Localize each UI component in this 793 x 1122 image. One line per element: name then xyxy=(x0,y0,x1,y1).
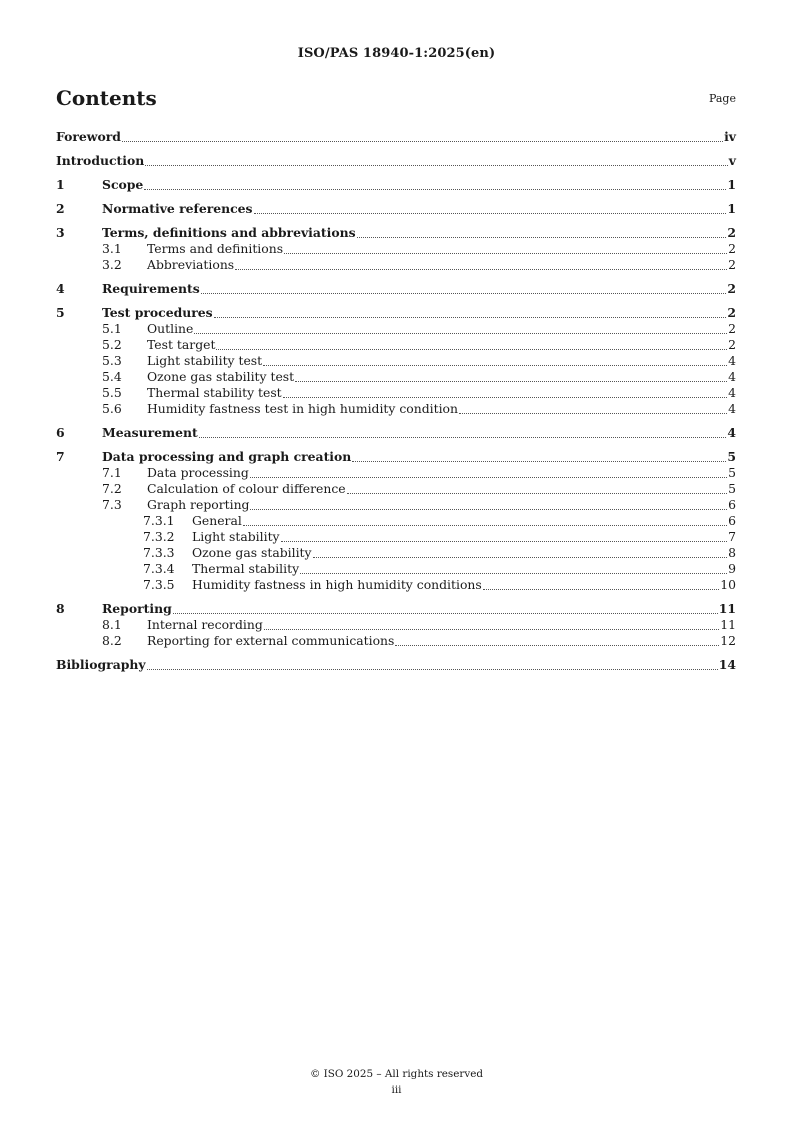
toc-entry-page: 7 xyxy=(728,529,736,544)
toc-entry[interactable] xyxy=(56,497,736,513)
dot-leader xyxy=(313,557,728,558)
toc-entry-title: Terms, definitions and abbreviations xyxy=(102,225,356,240)
dot-leader xyxy=(250,477,727,478)
dot-leader xyxy=(459,413,727,414)
toc-entry[interactable] xyxy=(56,225,736,241)
dot-leader xyxy=(357,237,727,238)
toc-entry-number: 7.3.3 xyxy=(143,545,175,560)
toc-entry-title: Requirements xyxy=(102,281,200,296)
dot-leader xyxy=(284,253,727,254)
dot-leader xyxy=(144,189,726,190)
toc-entry-page: 10 xyxy=(720,577,736,592)
dot-leader xyxy=(254,213,727,214)
toc-entry-title: Foreword xyxy=(56,129,121,144)
toc-entry-page: 4 xyxy=(728,369,736,384)
toc-entry[interactable] xyxy=(56,513,736,529)
toc-entry-title: Humidity fastness in high humidity conditions xyxy=(192,577,482,592)
toc-entry-page: 1 xyxy=(727,177,736,192)
toc-entry-number: 3 xyxy=(56,225,65,240)
toc-entry[interactable] xyxy=(56,465,736,481)
toc-entry-page: 9 xyxy=(728,561,736,576)
toc-entry-page: 2 xyxy=(728,257,736,272)
toc-entry-page: 11 xyxy=(720,617,736,632)
toc-entry-page: 12 xyxy=(720,633,736,648)
toc-entry[interactable] xyxy=(56,353,736,369)
toc-entry[interactable] xyxy=(56,281,736,297)
dot-leader xyxy=(243,525,727,526)
toc-entry-number: 5.5 xyxy=(102,385,122,400)
toc-entry-page: 4 xyxy=(728,385,736,400)
toc-entry-page: 5 xyxy=(728,465,736,480)
toc-entry-title: General xyxy=(192,513,242,528)
toc-entry-number: 7.3.5 xyxy=(143,577,175,592)
toc-entry-page: v xyxy=(728,153,736,168)
toc-entry-title: Ozone gas stability test xyxy=(147,369,295,384)
toc-entry-title: Outline xyxy=(147,321,194,336)
dot-leader xyxy=(194,333,727,334)
toc-entry-title: Terms and definitions xyxy=(147,241,284,256)
dot-leader xyxy=(235,269,727,270)
dot-leader xyxy=(250,509,727,510)
toc-entry[interactable] xyxy=(56,257,736,273)
toc-entry[interactable] xyxy=(56,601,736,617)
toc-entry-page: 2 xyxy=(728,321,736,336)
toc-entry-number: 5 xyxy=(56,305,65,320)
toc-entry-title: Test procedures xyxy=(102,305,213,320)
toc-entry[interactable] xyxy=(56,201,736,217)
toc-entry[interactable] xyxy=(56,153,736,169)
toc-entry-number: 7.3.2 xyxy=(143,529,175,544)
toc-entry-number: 3.2 xyxy=(102,257,122,272)
dot-leader xyxy=(263,365,727,366)
toc-entry-title: Scope xyxy=(102,177,144,192)
toc-entry-page: 8 xyxy=(728,545,736,560)
toc-entry-number: 7.3.4 xyxy=(143,561,175,576)
toc-entry[interactable] xyxy=(56,129,736,145)
table-of-contents xyxy=(56,129,736,673)
dot-leader xyxy=(145,165,728,166)
toc-entry-title: Test target xyxy=(147,337,216,352)
toc-entry[interactable] xyxy=(56,369,736,385)
toc-entry[interactable] xyxy=(56,481,736,497)
dot-leader xyxy=(201,293,727,294)
toc-entry-number: 8 xyxy=(56,601,65,616)
dot-leader xyxy=(295,381,727,382)
toc-entry-number: 5.2 xyxy=(102,337,122,352)
dot-leader xyxy=(216,349,727,350)
toc-entry-title: Bibliography xyxy=(56,657,146,672)
toc-entry-title: Thermal stability xyxy=(192,561,300,576)
toc-entry[interactable] xyxy=(56,561,736,577)
toc-entry-page: 4 xyxy=(728,353,736,368)
toc-entry-page: 4 xyxy=(728,401,736,416)
page-column-label: Page xyxy=(708,92,736,105)
toc-entry-page: 2 xyxy=(728,337,736,352)
toc-entry-title: Calculation of colour difference xyxy=(147,481,346,496)
toc-entry-title: Thermal stability test xyxy=(147,385,282,400)
toc-entry-title: Reporting for external communications xyxy=(147,633,395,648)
toc-entry[interactable] xyxy=(56,545,736,561)
toc-entry-number: 7.2 xyxy=(102,481,122,496)
dot-leader xyxy=(281,541,728,542)
dot-leader xyxy=(352,461,726,462)
toc-entry-number: 2 xyxy=(56,201,65,216)
dot-leader xyxy=(147,669,718,670)
dot-leader xyxy=(122,141,723,142)
toc-entry[interactable] xyxy=(56,321,736,337)
page-footer xyxy=(0,1066,793,1098)
toc-entry-title: Abbreviations xyxy=(147,257,235,272)
toc-entry-page: 2 xyxy=(727,281,736,296)
toc-entry[interactable] xyxy=(56,617,736,633)
dot-leader xyxy=(199,437,727,438)
toc-entry-page: 6 xyxy=(728,513,736,528)
toc-entry-number: 7 xyxy=(56,449,65,464)
toc-entry-page: 5 xyxy=(727,449,736,464)
toc-entry-number: 5.6 xyxy=(102,401,122,416)
toc-entry-page: 5 xyxy=(728,481,736,496)
toc-entry[interactable] xyxy=(56,657,736,673)
toc-entry[interactable] xyxy=(56,529,736,545)
toc-entry-number: 8.1 xyxy=(102,617,122,632)
dot-leader xyxy=(283,397,727,398)
toc-entry-number: 7.1 xyxy=(102,465,122,480)
toc-entry-number: 7.3 xyxy=(102,497,122,512)
dot-leader xyxy=(395,645,719,646)
toc-entry-title: Introduction xyxy=(56,153,145,168)
dot-leader xyxy=(300,573,727,574)
toc-entry-page: iv xyxy=(724,129,736,144)
toc-entry-page: 4 xyxy=(727,425,736,440)
toc-entry[interactable] xyxy=(56,425,736,441)
toc-entry-title: Light stability xyxy=(192,529,280,544)
dot-leader xyxy=(483,589,719,590)
toc-entry-title: Data processing xyxy=(147,465,249,480)
toc-entry-page: 11 xyxy=(718,601,736,616)
toc-entry[interactable] xyxy=(56,241,736,257)
toc-entry-title: Normative references xyxy=(102,201,253,216)
toc-entry-title: Internal recording xyxy=(147,617,263,632)
toc-entry-page: 2 xyxy=(727,305,736,320)
toc-entry-number: 1 xyxy=(56,177,65,192)
copyright-notice: © ISO 2025 – All rights reserved xyxy=(309,1068,484,1080)
dot-leader xyxy=(214,317,727,318)
toc-entry-number: 7.3.1 xyxy=(143,513,175,528)
toc-entry-title: Light stability test xyxy=(147,353,263,368)
toc-entry-page: 14 xyxy=(718,657,736,672)
page-number: iii xyxy=(391,1084,402,1096)
toc-entry-number: 4 xyxy=(56,281,65,296)
toc-entry-title: Graph reporting xyxy=(147,497,250,512)
toc-entry-title: Humidity fastness test in high humidity condition xyxy=(147,401,458,416)
toc-entry-page: 1 xyxy=(727,201,736,216)
toc-entry-number: 5.1 xyxy=(102,321,122,336)
toc-entry-number: 3.1 xyxy=(102,241,122,256)
toc-entry-page: 6 xyxy=(728,497,736,512)
dot-leader xyxy=(173,613,718,614)
toc-entry-number: 6 xyxy=(56,425,65,440)
toc-entry[interactable] xyxy=(56,401,736,417)
toc-entry[interactable] xyxy=(56,633,736,649)
toc-entry-title: Measurement xyxy=(102,425,198,440)
toc-entry[interactable] xyxy=(56,177,736,193)
toc-entry-title: Data processing and graph creation xyxy=(102,449,352,464)
toc-entry-title: Reporting xyxy=(102,601,172,616)
toc-entry[interactable] xyxy=(56,305,736,321)
toc-entry-page: 2 xyxy=(727,225,736,240)
toc-entry-number: 8.2 xyxy=(102,633,122,648)
toc-entry[interactable] xyxy=(56,385,736,401)
toc-entry[interactable] xyxy=(56,337,736,353)
toc-entry-page: 2 xyxy=(728,241,736,256)
dot-leader xyxy=(264,629,719,630)
toc-entry[interactable] xyxy=(56,449,736,465)
toc-entry-number: 5.4 xyxy=(102,369,122,384)
toc-entry-title: Ozone gas stability xyxy=(192,545,312,560)
toc-entry-number: 5.3 xyxy=(102,353,122,368)
dot-leader xyxy=(347,493,728,494)
contents-heading: Contents xyxy=(56,86,157,110)
document-id: ISO/PAS 18940-1:2025(en) xyxy=(297,46,496,61)
toc-entry[interactable] xyxy=(56,577,736,593)
